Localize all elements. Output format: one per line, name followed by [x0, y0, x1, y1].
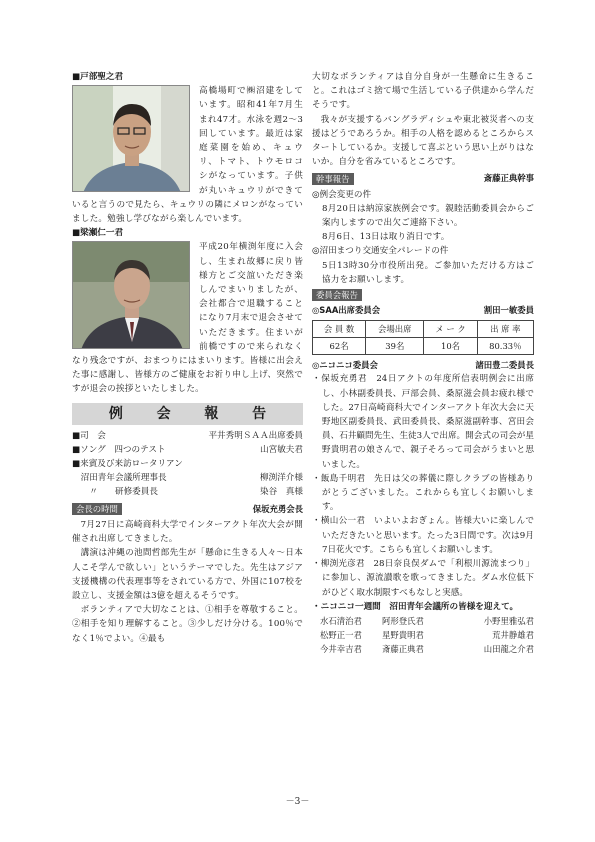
role-row [72, 443, 303, 457]
table-cell: 80.33％ [477, 338, 533, 355]
section-header [72, 502, 303, 516]
member-name: 荒井静雄君 [492, 630, 534, 641]
committee-title: ◎SAA出席委員会 [312, 305, 381, 316]
table-header-cell: メ ー ク [424, 321, 477, 338]
secretary-section [312, 171, 534, 287]
committee-member: 割田一敏委員 [483, 305, 534, 316]
banner-char: 会 [156, 405, 171, 422]
banner-char: 告 [252, 405, 267, 422]
niko-week-names [312, 614, 534, 657]
section-speaker: 保坂充勇会長 [252, 503, 303, 514]
role-row [72, 429, 303, 443]
member-name: 小野里雅弘君 [483, 615, 534, 626]
member-name: 今井幸吉君 [320, 644, 362, 655]
table-row [313, 338, 534, 355]
banner-char: 例 [108, 405, 123, 422]
item-body: 8月20日は納涼家族例会です。親睦活動委員会からご案内しますので出欠ご連絡下さい。 [322, 203, 534, 229]
banner-char: 報 [204, 405, 219, 422]
meeting-report-banner [72, 403, 303, 425]
niko-item: ・飯島千明君 先日は父の葬儀に際しクラブの皆様ありがとうございました。これからも宜しくお願いします。 [312, 473, 534, 513]
item-head: ◎沼田まつり交通安全パレードの件 [312, 246, 449, 257]
role-label: ■ソング 四つのテスト [72, 444, 166, 455]
member-profile-tobe [72, 70, 303, 226]
member-name: 阿形登氏君 [382, 615, 424, 626]
member-profile-yanase [72, 226, 303, 396]
paragraph: 大切なボランティアは自分自身が一生懸命に生きること。これはゴミ捨て場で生活している子供達から学んだそうです。 [312, 72, 534, 111]
paragraph: 7月27日に高崎商科大学でインターアクト年次大会が開催され出席してきました。 [72, 519, 303, 545]
member-heading: ■梁瀬仁一君 [72, 228, 124, 239]
section-tag: 会長の時間 [72, 503, 122, 515]
table-header-cell: 出 席 率 [477, 321, 533, 338]
member-text: 平成20年横渕年度に入会し、生まれ故郷に戻り皆様方とご交誼いただき楽しんでまいりましたが、会社都合で退職することになり7月末で退会させていただきます。住まいが前橋ですので来られなくなり残念ですが、おまつりにはまいります。皆様に出会えた事に感謝し、皆様方のご健康をお祈り申し上げ、突然ですが退会の挨拶といたしました。 [72, 242, 303, 395]
paragraph: ボランティアで大切なことは、①相手を尊敬すること。②相手を知り理解すること。③少しだけ分ける。100％でなく1％でよい。④最も [72, 605, 303, 644]
niko-heading [312, 358, 534, 372]
member-name: 星野貴明君 [382, 630, 424, 641]
table-header-cell: 会 員 数 [313, 321, 366, 338]
item-body: 5日13時30分市役所出発。ご参加いただける方はご協力をお願いします。 [322, 260, 534, 285]
section-tag: 委員会報告 [312, 289, 362, 301]
member-heading: ■戸部聖之君 [72, 72, 124, 82]
committee-member: 諸田豊二委員長 [475, 360, 534, 371]
committee-section [312, 289, 534, 656]
section-speaker: 斎藤正典幹事 [483, 173, 534, 184]
page-number: －3－ [285, 797, 310, 807]
role-row [72, 485, 303, 499]
role-label: ■司 会 [72, 430, 106, 441]
member-photo [72, 241, 190, 349]
niko-week-heading: ・ニコニコ一週間 沼田青年会議所の皆様を迎えて。 [312, 601, 519, 612]
member-name: 斎藤正典君 [382, 644, 424, 655]
table-header-cell: 会場出席 [366, 321, 424, 338]
role-label: 〃 研修委員長 [72, 487, 158, 498]
role-row [72, 471, 303, 485]
table-cell: 62名 [313, 338, 366, 355]
saa-heading [312, 303, 534, 317]
table-header-row [313, 321, 534, 338]
role-value: 山宮敏夫君 [260, 444, 303, 455]
table-cell: 10名 [424, 338, 477, 355]
paragraph: 講演は沖縄の池間哲郎先生が「懸命に生きる人々～日本人こそ学んで欲しい」というテーマでした。先生はアジア支援機構の代表理事等をされている方で、外国に107校を設立し、支援金額は3億を超えるそうです。 [72, 548, 303, 601]
role-value: 平井秀明ＳＡＡ出席委員 [208, 430, 303, 441]
member-name: 水石清治君 [320, 615, 362, 626]
niko-item: ・柳渕光彦君 28日奈良俣ダムで「利根川源流まつり」に参加し、源流讃歌を歌ってきました。ダム水位低下がひどく取水制限すべもなしと実感。 [312, 559, 534, 598]
niko-item: ・横山公一君 いよいよおぎょん。皆様大いに楽しんでいただきたいと思います。たった3日間です。次は9月7日花火です。こちらも宜しくお願いします。 [312, 516, 534, 555]
role-label: ■来賓及び来訪ロータリアン [72, 459, 183, 470]
president-section [72, 502, 303, 646]
item-body: 8月6日、13日は取り消日です。 [322, 232, 450, 243]
left-column [72, 70, 303, 646]
niko-item: ・保坂充勇君 24日アクトの年度所信表明例会に出席し、小林副委員長、戸部会員、桑原滋会員お疲れ様でした。27日高崎商科大でインターアクト年次大会に天野地区副委員長、武田委員長、桑原滋副幹事、宮田会員、石井顧問先生、生徒3人で出席。開会式の司会が星野貴明君の娘さんで、親子そろって司会がうまいと思いました。 [312, 374, 534, 470]
section-tag: 幹事報告 [312, 173, 354, 185]
member-text: 高橋場町で㈱沼建をしています。昭和41年7月生まれ47才。水泳を週2～3回しています。最近は家庭菜園を始め、キュウリ、トマト、トウモロコシがなっています。子供が丸いキュウリができていると言うので見たら、キュウリの隣にメロンがなっていました。勉強し学びながら楽しんでいます。 [72, 86, 303, 225]
attendance-table [312, 320, 534, 355]
role-row [72, 457, 303, 471]
right-column [312, 70, 534, 657]
committee-title: ◎ニコニコ委員会 [312, 360, 378, 371]
paragraph: 我々が支援するバングラディシュや東北被災者への支援はどうであろうか。相手の人格を認めるところからスタートしているか。支援して喜ぶという思い上がりはないか。自分を省みているところです。 [312, 114, 534, 168]
table-cell: 39名 [366, 338, 424, 355]
member-name: 山田龍之介君 [483, 644, 534, 655]
roles-list [72, 429, 303, 500]
item-head: ◎例会変更の件 [312, 189, 372, 200]
section-header [312, 289, 534, 301]
member-name: 松野正一君 [320, 630, 362, 641]
member-photo [72, 85, 190, 192]
role-value: 柳渕洋介様 [260, 473, 303, 484]
section-header [312, 171, 534, 185]
role-label: 沼田青年会議所理事長 [72, 473, 167, 484]
role-value: 染谷 真様 [260, 487, 303, 498]
